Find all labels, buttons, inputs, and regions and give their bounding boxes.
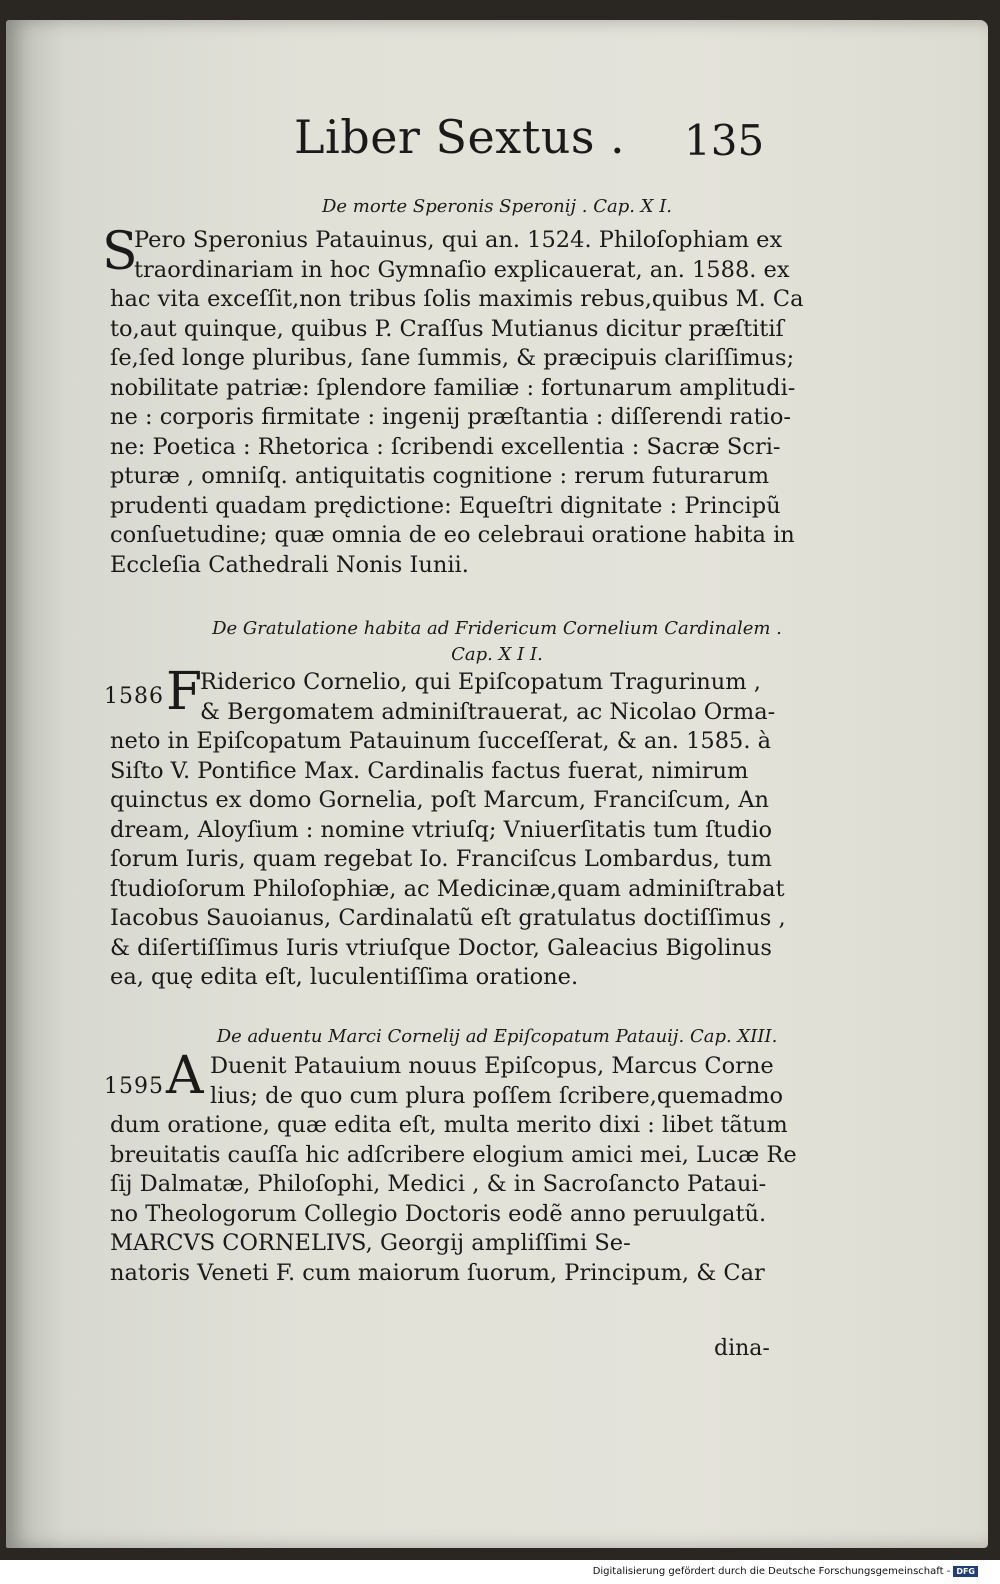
- page-number: 135: [684, 116, 765, 165]
- text-line: hac vita exceſſit,non tribus ſolis maximis rebus,quibus M. Ca: [110, 286, 804, 312]
- text-line: & diſertiſſimus Iuris vtriuſque Doctor, Galeacius Bigolinus: [110, 934, 772, 961]
- dfg-logo: DFG: [953, 1566, 978, 1577]
- text-line: ſtudioſorum Philoſophiæ, ac Medicinæ,quam adminiſtrabat: [110, 875, 785, 902]
- chapter-11-dropcap: S: [102, 222, 138, 282]
- text-line: pturæ , omniſq. antiquitatis cognitione : rerum futurarum: [110, 463, 770, 489]
- text-line: dum oratione, quæ edita eſt, multa merito dixi : libet tãtum: [110, 1112, 788, 1138]
- running-title: Liber Sextus .: [294, 110, 626, 164]
- text-line: Eccleſia Cathedrali Nonis Iunii.: [110, 551, 469, 578]
- text-line: ne : corporis firmitate : ingenij præſtantia : diſſerendi ratio-: [110, 404, 791, 430]
- text-line: conſuetudine; quæ omnia de eo celebraui oratione habita in: [110, 522, 795, 548]
- chapter-13-dropcap: A: [166, 1046, 204, 1106]
- text-line: Iacobus Sauoianus, Cardinalatũ eſt gratulatus doctiſſimus ,: [110, 905, 786, 931]
- text-line: lius; de quo cum plura poſſem ſcribere,quemadmo: [210, 1082, 784, 1109]
- text-line: dream, Aloyſium : nomine vtriuſq; Vniuerſitatis tum ſtudio: [110, 816, 773, 843]
- chapter-12-heading-cap: Cap. X I I.: [451, 644, 543, 665]
- chapter-12-margin-year: 1586: [104, 684, 164, 709]
- text-line: & Bergomatem adminiſtrauerat, ac Nicolao Orma-: [200, 698, 776, 725]
- text-line: Duenit Patauium nouus Epiſcopus, Marcus Corne: [210, 1053, 774, 1079]
- chapter-11-heading: De morte Speronis Speronij . Cap. X I.: [321, 196, 673, 217]
- text-line: ea, quę edita eſt, luculentiſſima oratione.: [110, 964, 579, 990]
- text-line: to,aut quinque, quibus P. Craſſus Mutianus dicitur præſtitiſ: [110, 315, 784, 342]
- text-line: ſe,ſed longe pluribus, ſane ſummis, & præcipuis clariſſimus;: [110, 345, 795, 371]
- text-line: ne: Poetica : Rhetorica : ſcribendi excellentia : Sacræ Scri-: [110, 433, 781, 460]
- chapter-12-heading: De Gratulatione habita ad Fridericum Cornelium Cardinalem .: [212, 618, 782, 639]
- text-line: Siſto V. Pontifice Max. Cardinalis factus fuerat, nimirum: [110, 757, 749, 784]
- book-page: [6, 20, 988, 1548]
- text-line: nobilitate patriæ: ſplendore familiæ : fortunarum amplitudi-: [110, 374, 796, 401]
- chapter-11-text: [110, 226, 830, 580]
- text-line: quinctus ex domo Gornelia, poſt Marcum, Franciſcum, An: [110, 787, 770, 813]
- chapter-13-text: [110, 1046, 830, 1288]
- text-line: ſij Dalmatæ, Philoſophi, Medici , & in Sacroſancto Pataui-: [110, 1171, 767, 1197]
- chapter-12-text: [110, 662, 830, 993]
- text-line: MARCVS CORNELIVS, Georgij ampliſſimi Se-: [110, 1230, 631, 1256]
- text-line: Riderico Cornelio, qui Epiſcopatum Tragurinum ,: [200, 669, 761, 695]
- text-line: natoris Veneti F. cum maiorum ſuorum, Principum, & Car: [110, 1259, 765, 1286]
- chapter-13-margin-year: 1595: [104, 1074, 164, 1099]
- text-line: ſorum Iuris, quam regebat Io. Franciſcus Lombardus, tum: [110, 846, 772, 872]
- chapter-12-dropcap: F: [166, 662, 203, 722]
- text-line: neto in Epiſcopatum Patauinum ſucceſſerat, & an. 1585. à: [110, 728, 772, 754]
- text-line: breuitatis cauſſa hic adſcribere elogium amici mei, Lucæ Re: [110, 1141, 797, 1168]
- page-header: [6, 98, 988, 178]
- text-line: Pero Speronius Patauinus, qui an. 1524. Philoſophiam ex: [134, 227, 783, 253]
- text-line: no Theologorum Collegio Doctoris eodẽ anno peruulgatũ.: [110, 1200, 767, 1227]
- digitization-credit: [593, 1566, 978, 1577]
- catchword: dina-: [714, 1336, 770, 1361]
- text-line: traordinariam in hoc Gymnaſio explicauerat, an. 1588. ex: [134, 256, 790, 283]
- chapter-13-heading: De aduentu Marci Cornelij ad Epiſcopatum Patauij. Cap. XIII.: [216, 1026, 778, 1047]
- credit-text: Digitalisierung gefördert durch die Deutsche Forschungsgemeinschaft -: [592, 1566, 951, 1577]
- text-line: prudenti quadam prędictione: Equeſtri dignitate : Principũ: [110, 492, 781, 519]
